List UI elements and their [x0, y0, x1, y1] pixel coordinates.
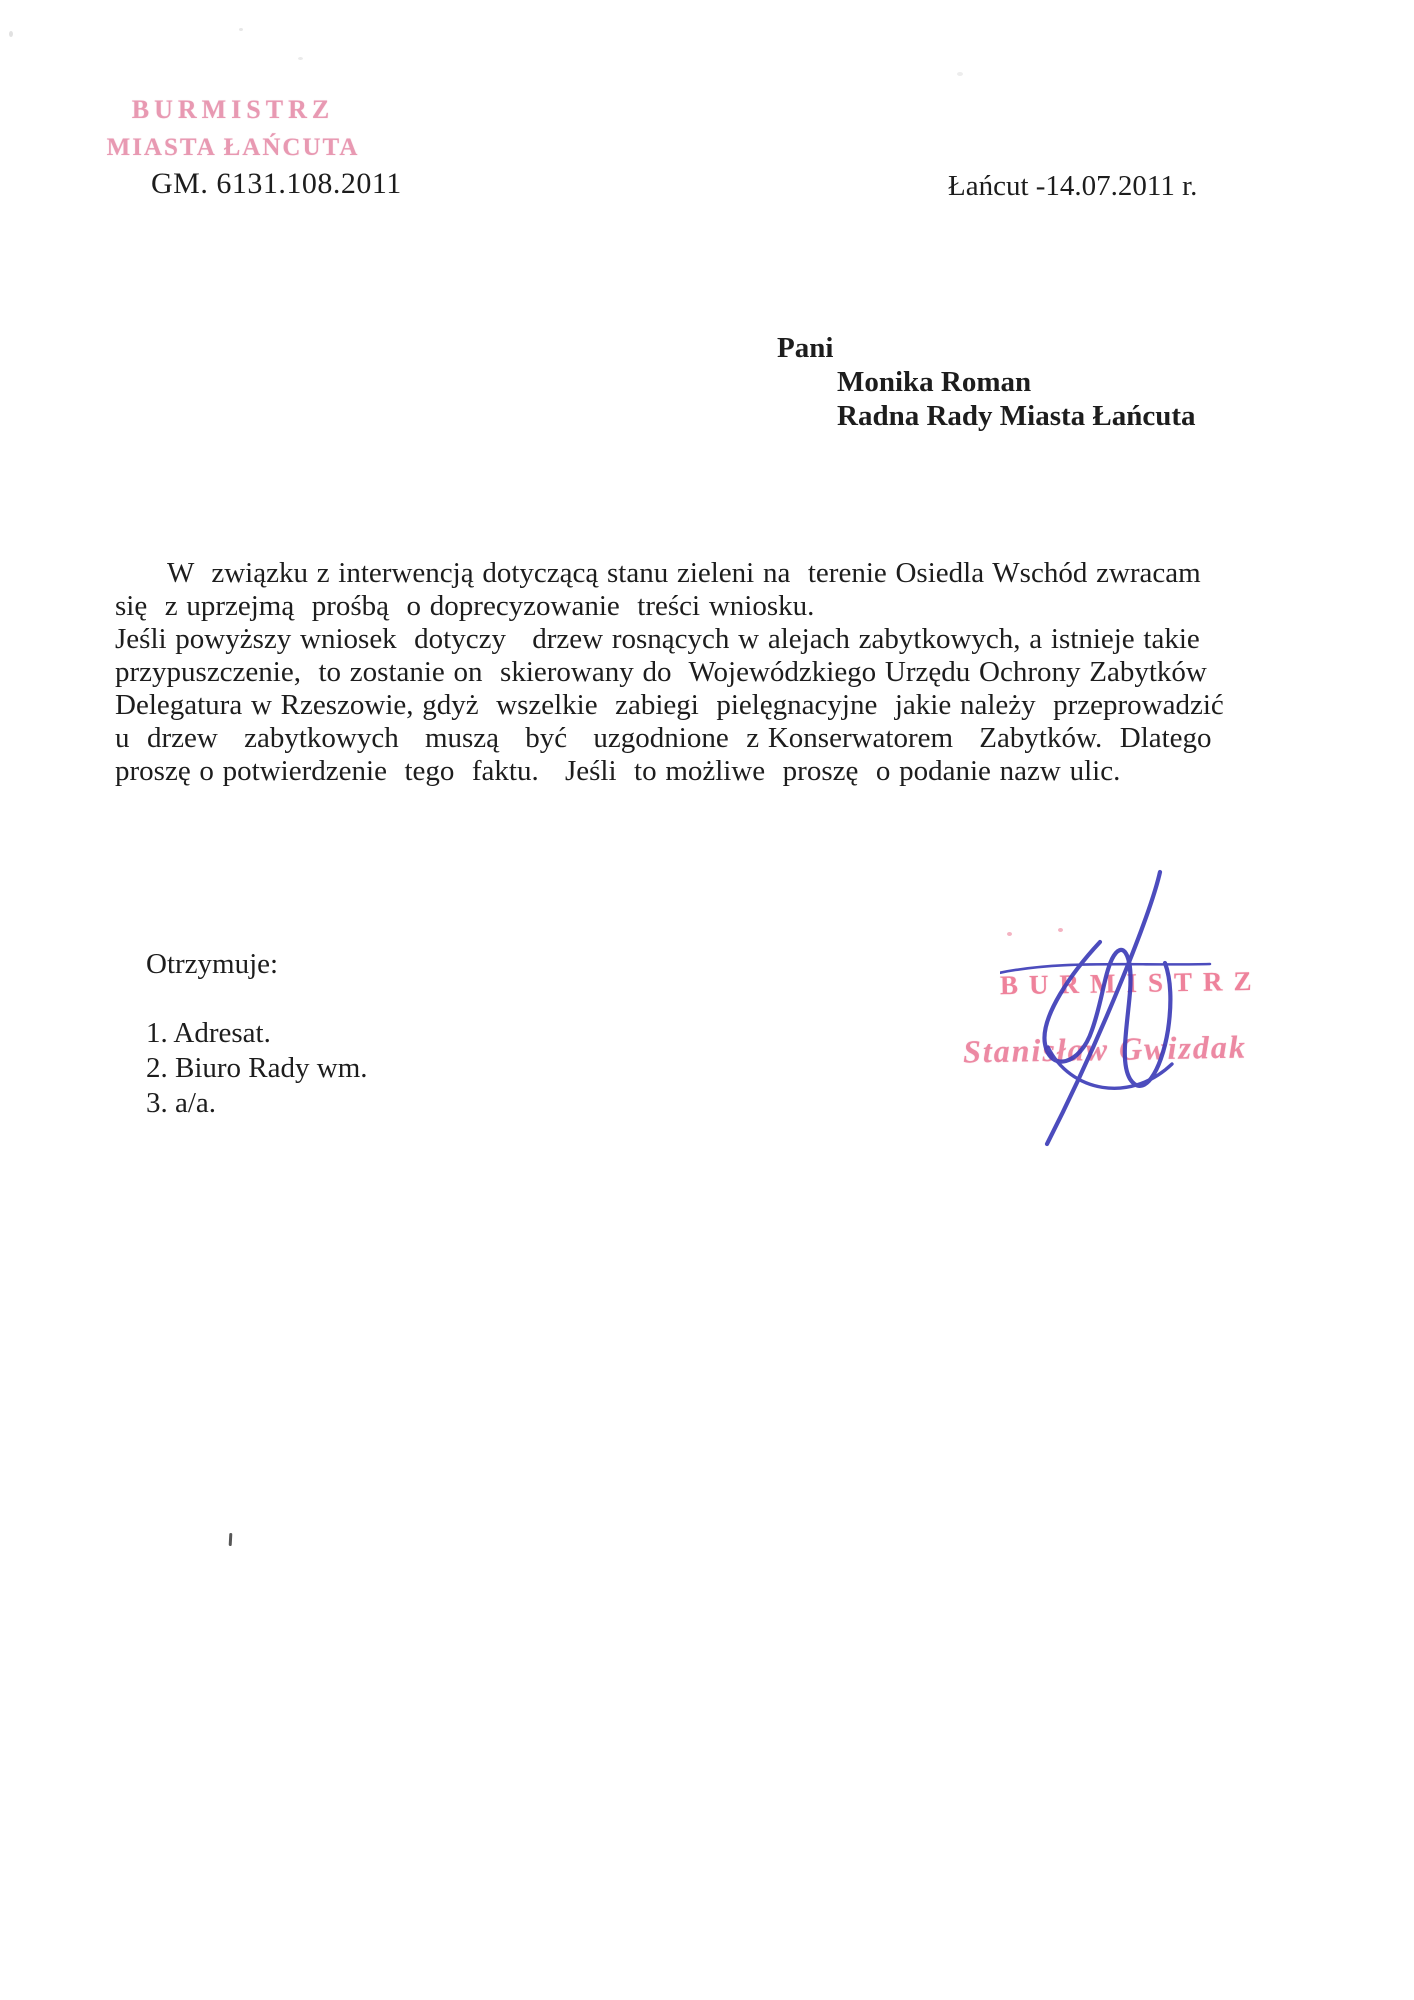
addressee-salutation: Pani [777, 332, 834, 364]
distribution-heading: Otrzymuje: [146, 948, 279, 980]
mayor-stamp-name: Stanisław Gwizdak [962, 1028, 1248, 1070]
body-line: proszę o potwierdzenie tego faktu. Jeśli to możliwe proszę o podanie nazw ulic. [115, 755, 1121, 787]
body-line: przypuszczenie, to zostanie on skierowany do Wojewódzkiego Urzędu Ochrony Zabytków [115, 656, 1207, 688]
stray-pen-mark [229, 1533, 233, 1546]
body-line: się z uprzejmą prośbą o doprecyzowanie treści wniosku. [115, 590, 815, 622]
scan-speck [9, 31, 13, 37]
body-line: Delegatura w Rzeszowie, gdyż wszelkie zabiegi pielęgnacyjne jakie należy przeprowadzić [115, 689, 1224, 721]
scan-speck [239, 28, 243, 31]
sender-stamp-line2: MIASTA ŁAŃCUTA [106, 134, 360, 161]
distribution-list [146, 1016, 368, 1121]
reference-number: GM. 6131.108.2011 [151, 167, 402, 200]
distribution-block [146, 948, 368, 1121]
distribution-item: 2. Biuro Rady wm. [146, 1052, 368, 1084]
body-line: Jeśli powyższy wniosek dotyczy drzew rosnących w alejach zabytkowych, a istnieje takie [115, 623, 1200, 655]
addressee-block [777, 331, 1196, 433]
body-line: W związku z interwencją dotyczącą stanu zieleni na terenie Osiedla Wschód zwracam [115, 557, 1201, 589]
signature-block [955, 850, 1285, 1160]
distribution-item: 3. a/a. [146, 1087, 217, 1119]
addressee-title: Radna Rady Miasta Łańcuta [837, 400, 1196, 432]
handwritten-signature-ink [1000, 852, 1225, 1157]
letter-body [115, 557, 1280, 788]
sender-stamp-line1: BURMISTRZ [131, 95, 335, 124]
scan-speck [957, 72, 963, 76]
addressee-name: Monika Roman [837, 366, 1032, 398]
scan-speck [298, 57, 303, 60]
place-and-date: Łańcut -14.07.2011 r. [948, 170, 1198, 202]
body-line: u drzew zabytkowych muszą być uzgodnione z Konserwatorem Zabytków. Dlatego [115, 722, 1212, 754]
sender-office-stamp [103, 88, 363, 164]
mayor-stamp-title: BURMISTRZ [999, 965, 1263, 1001]
distribution-item: 1. Adresat. [146, 1017, 271, 1049]
